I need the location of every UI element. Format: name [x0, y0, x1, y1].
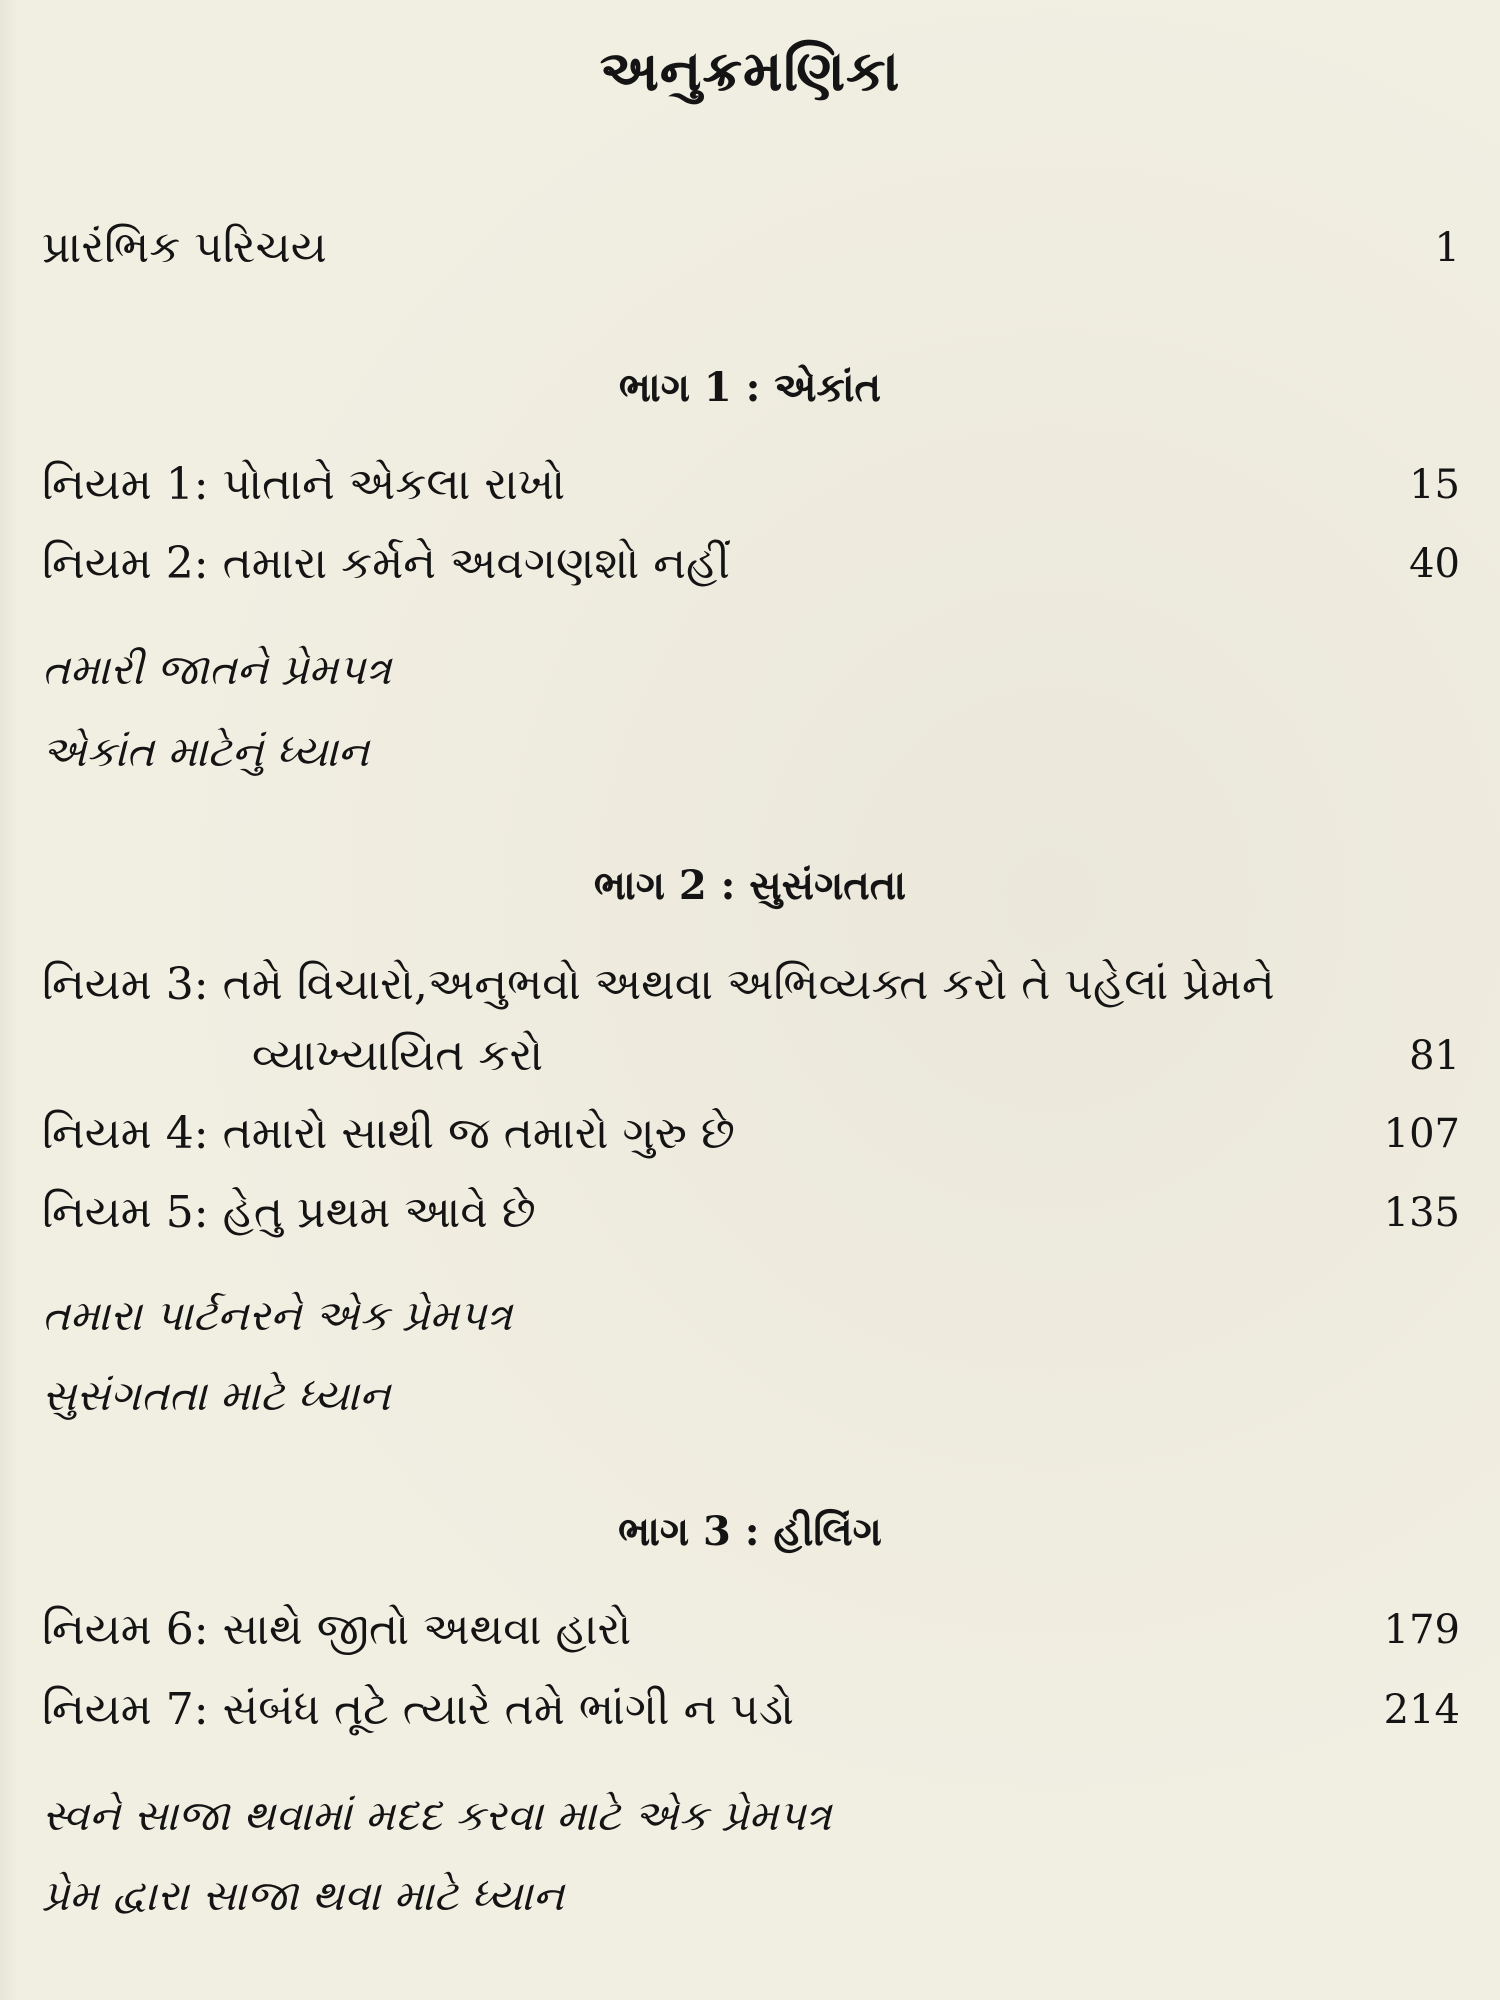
toc-entry-label: નિયમ 5: હેતુ પ્રથમ આવે છે: [42, 1187, 536, 1238]
toc-extra-item[interactable]: તમારા પાર્ટનરને એક પ્રેમપત્ર: [42, 1291, 513, 1340]
toc-extra-item[interactable]: સુસંગતતા માટે ધ્યાન: [42, 1371, 391, 1420]
toc-entry-rule-1[interactable]: [42, 455, 1460, 515]
part-3-heading: ભાગ 3 : હીલિંગ: [618, 1508, 882, 1555]
toc-entry-label: નિયમ 1: પોતાને એકલા રાખો: [42, 459, 566, 510]
toc-extra-item[interactable]: પ્રેમ દ્વારા સાજા થવા માટે ધ્યાન: [42, 1871, 564, 1920]
toc-entry-label: નિયમ 2: તમારા કર્મને અવગણશો નહીં: [42, 538, 730, 589]
toc-entry-label: પ્રારંભિક પરિચય: [42, 222, 327, 273]
toc-entry-rule-5[interactable]: [42, 1183, 1460, 1243]
part-1-heading: ભાગ 1 : એકાંત: [618, 364, 882, 411]
toc-page-number: 107: [1383, 1111, 1460, 1157]
toc-entry-rule-3-continued[interactable]: [42, 1026, 1460, 1086]
toc-entry-intro[interactable]: [42, 218, 1460, 278]
toc-entry-label: નિયમ 7: સંબંધ તૂટે ત્યારે તમે ભાંગી ન પડો: [42, 1684, 795, 1735]
toc-entry-rule-4[interactable]: [42, 1104, 1460, 1164]
toc-page-number: 81: [1409, 1033, 1460, 1079]
toc-page-number: 135: [1383, 1190, 1460, 1236]
toc-extra-item[interactable]: તમારી જાતને પ્રેમપત્ર: [42, 645, 392, 694]
toc-entry-label-continued: વ્યાખ્યાયિત કરો: [252, 1030, 544, 1081]
toc-entry-rule-2[interactable]: [42, 534, 1460, 594]
toc-entry-label: નિયમ 3: તમે વિચારો,અનુભવો અથવા અભિવ્યક્ત કરો તે પહેલાં પ્રેમને: [42, 959, 1275, 1010]
toc-entry-rule-3[interactable]: [42, 955, 1460, 1015]
part-2-heading: ભાગ 2 : સુસંગતતા: [593, 862, 907, 909]
toc-extra-item[interactable]: સ્વને સાજા થવામાં મદદ કરવા માટે એક પ્રેમપત્ર: [42, 1791, 832, 1840]
toc-page-number: 1: [1434, 225, 1460, 271]
toc-page-number: 179: [1383, 1607, 1460, 1653]
toc-entry-rule-6[interactable]: [42, 1600, 1460, 1660]
toc-page-number: 15: [1409, 462, 1460, 508]
toc-extra-item[interactable]: એકાંત માટેનું ધ્યાન: [42, 727, 370, 776]
toc-page-number: 40: [1409, 541, 1460, 587]
toc-entry-label: નિયમ 4: તમારો સાથી જ તમારો ગુરુ છે: [42, 1108, 735, 1159]
toc-entry-rule-7[interactable]: [42, 1680, 1460, 1740]
toc-entry-label: નિયમ 6: સાથે જીતો અથવા હારો: [42, 1604, 632, 1655]
toc-page-number: 214: [1383, 1687, 1460, 1733]
contents-title: અનુક્રમણિકા: [599, 38, 901, 104]
